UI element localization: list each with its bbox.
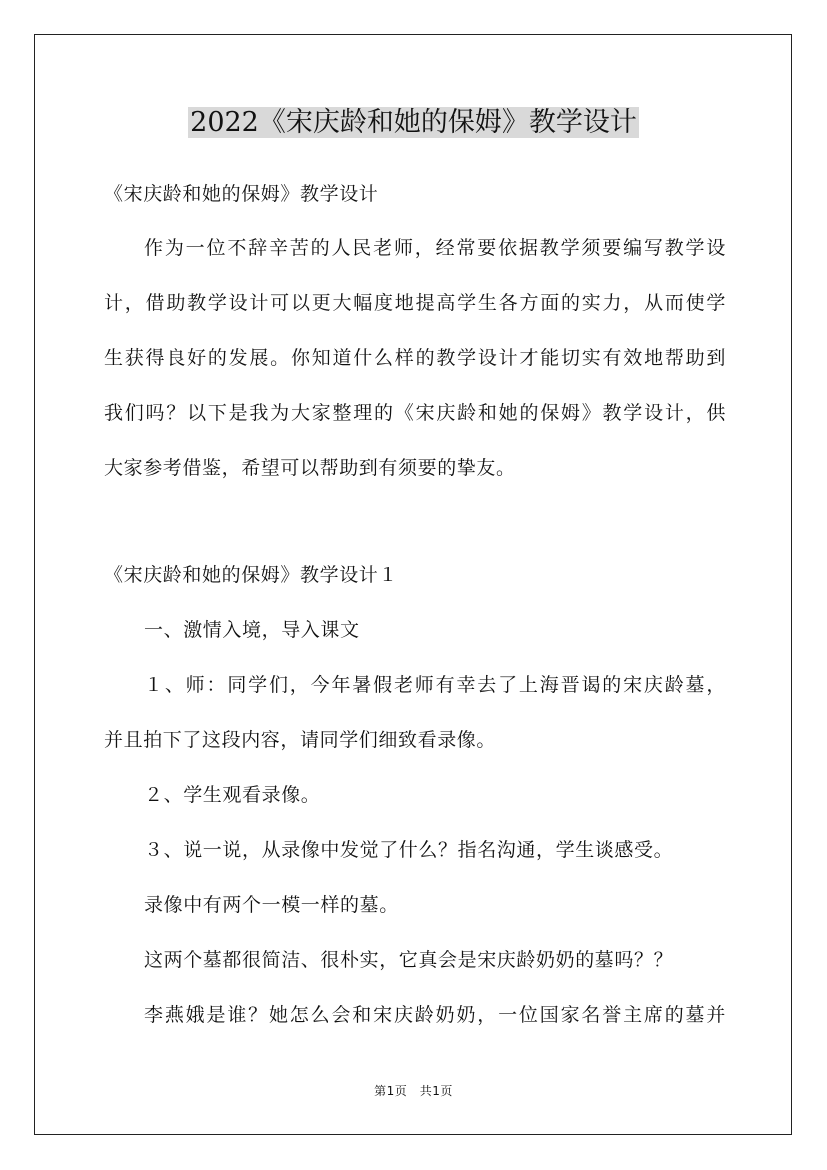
- document-subtitle: 《宋庆龄和她的保姆》教学设计: [104, 183, 379, 205]
- section-line-5: ３、说一说，从录像中发觉了什么？指名沟通，学生谈感受。: [144, 839, 674, 861]
- section-line-3: 并且拍下了这段内容，请同学们细致看录像。: [104, 729, 497, 751]
- section-title: 《宋庆龄和她的保姆》教学设计１: [104, 564, 399, 586]
- section-line-1: 一、激情入境，导入课文: [144, 619, 360, 641]
- intro-line-5: 大家参考借鉴，希望可以帮助到有须要的挚友。: [104, 457, 516, 479]
- document-title: 2022《宋庆龄和她的保姆》教学设计: [190, 107, 637, 138]
- intro-line-1: 作为一位不辞辛苦的人民老师，经常要依据教学须要编写教学设: [144, 237, 726, 259]
- intro-line-3: 生获得良好的发展。你知道什么样的教学设计才能切实有效地帮助到: [104, 347, 726, 369]
- intro-line-4: 我们吗？以下是我为大家整理的《宋庆龄和她的保姆》教学设计，供: [104, 402, 726, 424]
- section-line-4: ２、学生观看录像。: [144, 784, 321, 806]
- section-line-6: 录像中有两个一模一样的墓。: [144, 894, 399, 916]
- page-footer: 第1页 共1页: [374, 1084, 453, 1098]
- section-line-8: 李燕娥是谁？她怎么会和宋庆龄奶奶，一位国家名誉主席的墓并: [144, 1004, 726, 1026]
- intro-line-2: 计，借助教学设计可以更大幅度地提高学生各方面的实力，从而使学: [104, 292, 726, 314]
- section-line-2: １、师：同学们，今年暑假老师有幸去了上海晋谒的宋庆龄墓，: [144, 674, 726, 696]
- section-line-7: 这两个墓都很简洁、很朴实，它真会是宋庆龄奶奶的墓吗？？: [144, 949, 674, 971]
